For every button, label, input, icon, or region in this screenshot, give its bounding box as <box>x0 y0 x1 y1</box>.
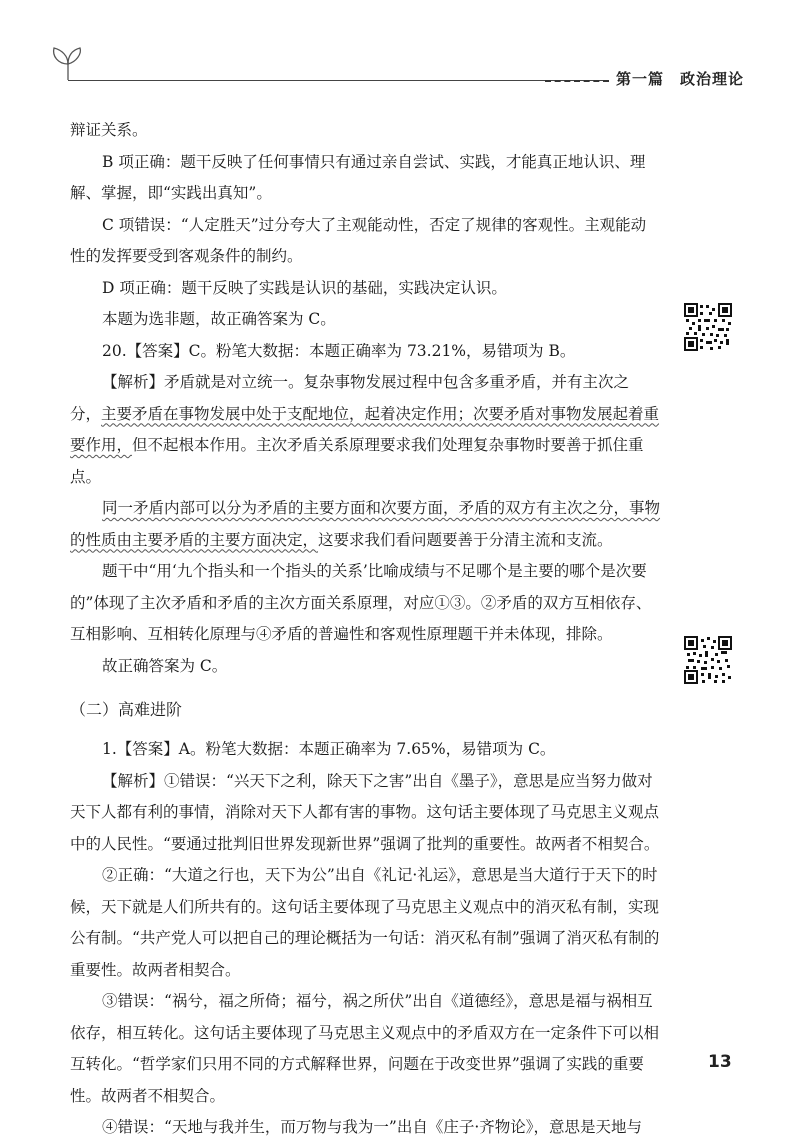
underlined-text: 主要矛盾在事物发展中处于支配地位，起着决定作用；次要矛盾对事物发展起着重要作用， <box>70 404 660 454</box>
qr-code-icon[interactable] <box>684 303 732 351</box>
paragraph: 辩证关系。 <box>70 121 148 139</box>
analysis-paragraph <box>70 367 660 493</box>
page-body <box>70 115 660 1144</box>
section-title: 第一篇 政治理论 <box>616 70 745 88</box>
header-rule-accent <box>545 80 609 82</box>
analysis-paragraph: 【解析】①错误：“兴天下之利，除天下之害”出自《墨子》，意思是应当努力做对天下人都有利的事情，消除对天下人都有害的事物。这句话主要体现了马克思主义观点中的人民性。“要通过批判旧世界发现新世界”强调了批判的重要性。故两者不相契合。 <box>70 771 660 853</box>
paragraph: ④错误：“天地与我并生，而万物与我为一”出自《庄子·齐物论》，意思是天地与 <box>102 1118 643 1136</box>
paragraph: B 项正确：题干反映了任何事情只有通过亲自尝试、实践，才能真正地认识、理解、掌握，即“实践出真知”。 <box>70 152 646 202</box>
paragraph: D 项正确：题干反映了实践是认识的基础，实践决定认识。 <box>102 278 507 297</box>
analysis-text: 但不起根本作用。主次矛盾关系原理要求我们处理复杂事物时要善于抓住重点。 <box>70 436 644 486</box>
underlined-text: 同一矛盾内部可以分为矛盾的主要方面和次要方面，矛盾的双方有主次之分，事物的性质由主要矛盾的主要方面决定， <box>70 499 661 549</box>
answer-line: 20.【答案】C。粉笔大数据：本题正确率为 73.21%，易错项为 B。 <box>102 341 576 360</box>
paragraph: 故正确答案为 C。 <box>102 656 228 675</box>
answer-line: 1.【答案】A。粉笔大数据：本题正确率为 7.65%，易错项为 C。 <box>102 740 556 758</box>
paragraph: ③错误：“祸兮，福之所倚；福兮，祸之所伏”出自《道德经》，意思是福与祸相互依存，相互转化。这句话主要体现了马克思主义观点中的矛盾双方在一定条件下可以相互转化。“哲学家们只用不同的方式解释世界，问题在于改变世界”强调了实践的重要性。故两者不相契合。 <box>70 992 660 1105</box>
paragraph: ②正确：“大道之行也，天下为公”出自《礼记·礼运》，意思是当大道行于天下的时候，天下就是人们所共有的。这句话主要体现了马克思主义观点中的消灭私有制，实现公有制。“共产党人可以把自己的理论概括为一句话：消灭私有制”强调了消灭私有制的重要性。故两者相契合。 <box>70 866 660 979</box>
page-header <box>0 0 800 100</box>
qr-code-icon[interactable] <box>684 636 732 684</box>
sprout-leaf-icon <box>48 42 88 82</box>
paragraph-text: 这要求我们看问题要善于分清主流和支流。 <box>318 530 613 549</box>
page-number: 13 <box>708 1052 732 1072</box>
subsection-heading: （二）高难进阶 <box>70 700 183 719</box>
paragraph: 题干中“用‘九个指头和一个指头的关系’比喻成绩与不足哪个是主要的哪个是次要的”体现了主次矛盾和矛盾的主次方面关系原理，对应①③。②矛盾的双方互相依存、互相影响、互相转化原理与④矛盾的普遍性和客观性原理题干并未体现，排除。 <box>70 562 652 643</box>
header-rule <box>68 80 608 81</box>
paragraph <box>70 493 660 556</box>
analysis-text: 矛盾就是对立统一。复杂事物发展过程中包含多重矛盾，并有主次之分， <box>70 373 630 423</box>
paragraph: C 项错误：“人定胜天”过分夸大了主观能动性，否定了规律的客观性。主观能动性的发挥要受到客观条件的制约。 <box>70 215 647 265</box>
paragraph: 本题为选非题，故正确答案为 C。 <box>102 310 336 328</box>
analysis-label: 【解析】 <box>102 373 165 391</box>
